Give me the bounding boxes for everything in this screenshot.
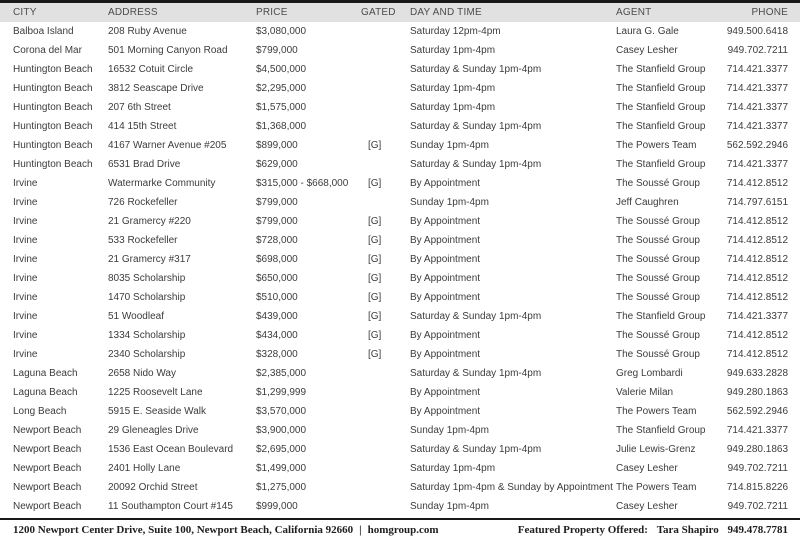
- cell-city: Huntington Beach: [13, 140, 93, 151]
- cell-agent: Julie Lewis-Grenz: [616, 444, 696, 455]
- cell-day-and-time: Saturday 1pm-4pm & Sunday by Appointment: [410, 482, 613, 493]
- cell-city: Irvine: [13, 254, 38, 265]
- cell-price: $1,299,999: [256, 387, 307, 398]
- cell-city: Laguna Beach: [13, 368, 78, 379]
- listing-row: [0, 269, 800, 288]
- cell-agent: The Powers Team: [616, 140, 697, 151]
- cell-agent: Casey Lesher: [616, 45, 678, 56]
- cell-phone: 714.815.8226: [726, 482, 788, 493]
- cell-day-and-time: By Appointment: [410, 406, 481, 417]
- cell-phone: 949.280.1863: [726, 444, 788, 455]
- cell-city: Irvine: [13, 197, 38, 208]
- cell-address: 16532 Cotuit Circle: [108, 64, 194, 75]
- cell-phone: 714.421.3377: [726, 425, 788, 436]
- cell-agent: The Soussé Group: [616, 254, 700, 265]
- column-header-city: CITY: [13, 7, 37, 18]
- cell-phone: 714.421.3377: [726, 102, 788, 113]
- listing-row: [0, 345, 800, 364]
- cell-price: $510,000: [256, 292, 298, 303]
- cell-day-and-time: By Appointment: [410, 292, 481, 303]
- cell-phone: 714.421.3377: [726, 311, 788, 322]
- cell-city: Newport Beach: [13, 501, 82, 512]
- listing-row: [0, 288, 800, 307]
- cell-day-and-time: Saturday & Sunday 1pm-4pm: [410, 311, 542, 322]
- cell-price: $4,500,000: [256, 64, 307, 75]
- column-header-address: ADDRESS: [108, 7, 158, 18]
- cell-phone: 949.702.7211: [727, 463, 788, 474]
- cell-address: 21 Gramercy #220: [108, 216, 191, 227]
- cell-city: Irvine: [13, 292, 38, 303]
- cell-agent: The Soussé Group: [616, 178, 700, 189]
- cell-day-and-time: Saturday & Sunday 1pm-4pm: [410, 64, 542, 75]
- listing-row: [0, 402, 800, 421]
- cell-city: Irvine: [13, 216, 38, 227]
- listing-row: [0, 364, 800, 383]
- listing-row: [0, 478, 800, 497]
- cell-address: 208 Ruby Avenue: [108, 26, 187, 37]
- cell-address: 1334 Scholarship: [108, 330, 186, 341]
- cell-gated: [G]: [368, 273, 382, 284]
- listing-row: [0, 98, 800, 117]
- cell-address: 1225 Roosevelt Lane: [108, 387, 203, 398]
- cell-phone: 714.421.3377: [726, 159, 788, 170]
- cell-agent: The Powers Team: [616, 482, 697, 493]
- listing-row: [0, 174, 800, 193]
- cell-phone: 562.592.2946: [726, 406, 788, 417]
- cell-phone: 949.633.2828: [726, 368, 788, 379]
- cell-phone: 714.421.3377: [726, 64, 788, 75]
- listing-row: [0, 459, 800, 478]
- cell-city: Irvine: [13, 235, 38, 246]
- cell-address: 29 Gleneagles Drive: [108, 425, 199, 436]
- cell-address: 3812 Seascape Drive: [108, 83, 204, 94]
- cell-city: Huntington Beach: [13, 159, 93, 170]
- cell-address: 414 15th Street: [108, 121, 177, 132]
- cell-address: Watermarke Community: [108, 178, 216, 189]
- cell-address: 4167 Warner Avenue #205: [108, 140, 227, 151]
- listing-row: [0, 383, 800, 402]
- cell-city: Corona del Mar: [13, 45, 82, 56]
- cell-day-and-time: Saturday 12pm-4pm: [410, 26, 501, 37]
- cell-day-and-time: Sunday 1pm-4pm: [410, 140, 489, 151]
- listing-row: [0, 136, 800, 155]
- cell-address: 6531 Brad Drive: [108, 159, 181, 170]
- cell-price: $799,000: [256, 197, 298, 208]
- listing-row: [0, 440, 800, 459]
- cell-agent: Valerie Milan: [616, 387, 674, 398]
- column-header-gated: GATED: [361, 7, 396, 18]
- cell-city: Newport Beach: [13, 463, 82, 474]
- cell-agent: The Soussé Group: [616, 216, 700, 227]
- cell-price: $2,295,000: [256, 83, 307, 94]
- cell-day-and-time: Saturday & Sunday 1pm-4pm: [410, 368, 542, 379]
- cell-price: $698,000: [256, 254, 298, 265]
- cell-agent: The Stanfield Group: [616, 83, 706, 94]
- cell-price: $999,000: [256, 501, 298, 512]
- cell-city: Irvine: [13, 178, 38, 189]
- cell-gated: [G]: [368, 178, 382, 189]
- cell-city: Huntington Beach: [13, 102, 93, 113]
- cell-city: Laguna Beach: [13, 387, 78, 398]
- cell-day-and-time: Saturday & Sunday 1pm-4pm: [410, 159, 542, 170]
- table-header-row: [0, 3, 800, 22]
- listing-table-body: [0, 22, 800, 516]
- cell-address: 2340 Scholarship: [108, 349, 186, 360]
- listing-row: [0, 326, 800, 345]
- cell-phone: 949.702.7211: [727, 45, 788, 56]
- cell-price: $328,000: [256, 349, 298, 360]
- cell-day-and-time: Saturday & Sunday 1pm-4pm: [410, 444, 542, 455]
- cell-price: $434,000: [256, 330, 298, 341]
- listing-row: [0, 22, 800, 41]
- listing-row: [0, 231, 800, 250]
- featured-property-agent: Tara Shapiro: [656, 523, 719, 536]
- cell-address: 20092 Orchid Street: [108, 482, 198, 493]
- cell-day-and-time: By Appointment: [410, 387, 481, 398]
- cell-price: $1,575,000: [256, 102, 307, 113]
- website-link[interactable]: homgroup.com: [367, 523, 439, 536]
- cell-phone: 714.412.8512: [726, 254, 788, 265]
- cell-agent: The Stanfield Group: [616, 102, 706, 113]
- cell-address: 2401 Holly Lane: [108, 463, 181, 474]
- cell-phone: 714.412.8512: [726, 235, 788, 246]
- cell-phone: 562.592.2946: [726, 140, 788, 151]
- cell-city: Irvine: [13, 311, 38, 322]
- cell-agent: The Soussé Group: [616, 292, 700, 303]
- listing-row: [0, 212, 800, 231]
- featured-property-phone: 949.478.7781: [727, 523, 788, 536]
- cell-address: 533 Rockefeller: [108, 235, 178, 246]
- cell-agent: The Stanfield Group: [616, 121, 706, 132]
- cell-city: Balboa Island: [13, 26, 74, 37]
- cell-agent: The Soussé Group: [616, 273, 700, 284]
- cell-price: $629,000: [256, 159, 298, 170]
- cell-day-and-time: Saturday 1pm-4pm: [410, 463, 496, 474]
- cell-gated: [G]: [368, 216, 382, 227]
- cell-address: 501 Morning Canyon Road: [108, 45, 228, 56]
- cell-price: $799,000: [256, 45, 298, 56]
- cell-price: $1,368,000: [256, 121, 307, 132]
- featured-property-label: Featured Property Offered:: [517, 523, 648, 536]
- cell-agent: The Stanfield Group: [616, 425, 706, 436]
- footer-separator: |: [359, 523, 362, 536]
- cell-day-and-time: Sunday 1pm-4pm: [410, 501, 489, 512]
- cell-address: 8035 Scholarship: [108, 273, 186, 284]
- cell-phone: 714.421.3377: [726, 121, 788, 132]
- cell-day-and-time: Saturday 1pm-4pm: [410, 83, 496, 94]
- column-header-phone: PHONE: [751, 7, 788, 18]
- cell-day-and-time: By Appointment: [410, 178, 481, 189]
- cell-day-and-time: By Appointment: [410, 216, 481, 227]
- cell-city: Irvine: [13, 330, 38, 341]
- cell-address: 5915 E. Seaside Walk: [108, 406, 207, 417]
- cell-phone: 949.280.1863: [726, 387, 788, 398]
- cell-address: 726 Rockefeller: [108, 197, 178, 208]
- cell-agent: The Soussé Group: [616, 349, 700, 360]
- cell-gated: [G]: [368, 311, 382, 322]
- cell-phone: 949.702.7211: [727, 501, 788, 512]
- cell-agent: Laura G. Gale: [616, 26, 679, 37]
- cell-price: $439,000: [256, 311, 298, 322]
- cell-day-and-time: By Appointment: [410, 273, 481, 284]
- cell-phone: 714.421.3377: [726, 83, 788, 94]
- cell-agent: The Stanfield Group: [616, 64, 706, 75]
- cell-day-and-time: Saturday & Sunday 1pm-4pm: [410, 121, 542, 132]
- cell-agent: The Soussé Group: [616, 330, 700, 341]
- cell-agent: The Powers Team: [616, 406, 697, 417]
- cell-price: $650,000: [256, 273, 298, 284]
- cell-price: $2,385,000: [256, 368, 307, 379]
- cell-day-and-time: By Appointment: [410, 254, 481, 265]
- cell-day-and-time: By Appointment: [410, 330, 481, 341]
- listing-row: [0, 117, 800, 136]
- column-header-day-and-time: DAY AND TIME: [410, 7, 482, 18]
- cell-price: $3,900,000: [256, 425, 307, 436]
- cell-phone: 949.500.6418: [726, 26, 788, 37]
- cell-city: Newport Beach: [13, 425, 82, 436]
- cell-city: Newport Beach: [13, 444, 82, 455]
- cell-gated: [G]: [368, 254, 382, 265]
- office-address: 1200 Newport Center Drive, Suite 100, Newport Beach, California 92660: [13, 523, 354, 536]
- column-header-price: PRICE: [256, 7, 288, 18]
- listing-row: [0, 497, 800, 516]
- cell-day-and-time: Sunday 1pm-4pm: [410, 197, 489, 208]
- cell-phone: 714.797.6151: [726, 197, 788, 208]
- cell-address: 11 Southampton Court #145: [108, 501, 233, 512]
- cell-phone: 714.412.8512: [726, 349, 788, 360]
- listing-row: [0, 193, 800, 212]
- cell-address: 207 6th Street: [108, 102, 171, 113]
- page-footer: [0, 518, 800, 539]
- listing-row: [0, 60, 800, 79]
- cell-address: 21 Gramercy #317: [108, 254, 191, 265]
- cell-address: 1536 East Ocean Boulevard: [108, 444, 234, 455]
- cell-city: Huntington Beach: [13, 121, 93, 132]
- listing-row: [0, 79, 800, 98]
- cell-price: $315,000 - $668,000: [256, 178, 349, 189]
- cell-agent: Jeff Caughren: [616, 197, 679, 208]
- cell-gated: [G]: [368, 330, 382, 341]
- cell-price: $2,695,000: [256, 444, 307, 455]
- footer-office-info: [13, 524, 439, 536]
- cell-city: Irvine: [13, 349, 38, 360]
- listing-row: [0, 421, 800, 440]
- cell-gated: [G]: [368, 140, 382, 151]
- listing-row: [0, 155, 800, 174]
- cell-phone: 714.412.8512: [726, 216, 788, 227]
- cell-price: $3,570,000: [256, 406, 307, 417]
- cell-city: Long Beach: [13, 406, 67, 417]
- cell-agent: The Stanfield Group: [616, 311, 706, 322]
- listing-row: [0, 250, 800, 269]
- cell-agent: The Soussé Group: [616, 235, 700, 246]
- cell-price: $899,000: [256, 140, 298, 151]
- cell-price: $1,275,000: [256, 482, 307, 493]
- cell-day-and-time: By Appointment: [410, 349, 481, 360]
- cell-day-and-time: Saturday 1pm-4pm: [410, 102, 496, 113]
- cell-day-and-time: By Appointment: [410, 235, 481, 246]
- cell-price: $3,080,000: [256, 26, 307, 37]
- listing-row: [0, 307, 800, 326]
- cell-day-and-time: Sunday 1pm-4pm: [410, 425, 489, 436]
- cell-city: Irvine: [13, 273, 38, 284]
- cell-agent: Casey Lesher: [616, 501, 678, 512]
- cell-agent: The Stanfield Group: [616, 159, 706, 170]
- cell-agent: Casey Lesher: [616, 463, 678, 474]
- column-header-agent: AGENT: [616, 7, 652, 18]
- cell-address: 51 Woodleaf: [108, 311, 164, 322]
- cell-gated: [G]: [368, 292, 382, 303]
- cell-phone: 714.412.8512: [726, 178, 788, 189]
- cell-address: 1470 Scholarship: [108, 292, 186, 303]
- cell-phone: 714.412.8512: [726, 330, 788, 341]
- cell-price: $728,000: [256, 235, 298, 246]
- cell-agent: Greg Lombardi: [616, 368, 683, 379]
- cell-phone: 714.412.8512: [726, 292, 788, 303]
- cell-address: 2658 Nido Way: [108, 368, 176, 379]
- cell-phone: 714.412.8512: [726, 273, 788, 284]
- cell-city: Huntington Beach: [13, 64, 93, 75]
- cell-gated: [G]: [368, 349, 382, 360]
- cell-price: $799,000: [256, 216, 298, 227]
- listing-row: [0, 41, 800, 60]
- cell-city: Newport Beach: [13, 482, 82, 493]
- cell-city: Huntington Beach: [13, 83, 93, 94]
- cell-gated: [G]: [368, 235, 382, 246]
- cell-day-and-time: Saturday 1pm-4pm: [410, 45, 496, 56]
- cell-price: $1,499,000: [256, 463, 307, 474]
- footer-featured-property: [518, 524, 788, 536]
